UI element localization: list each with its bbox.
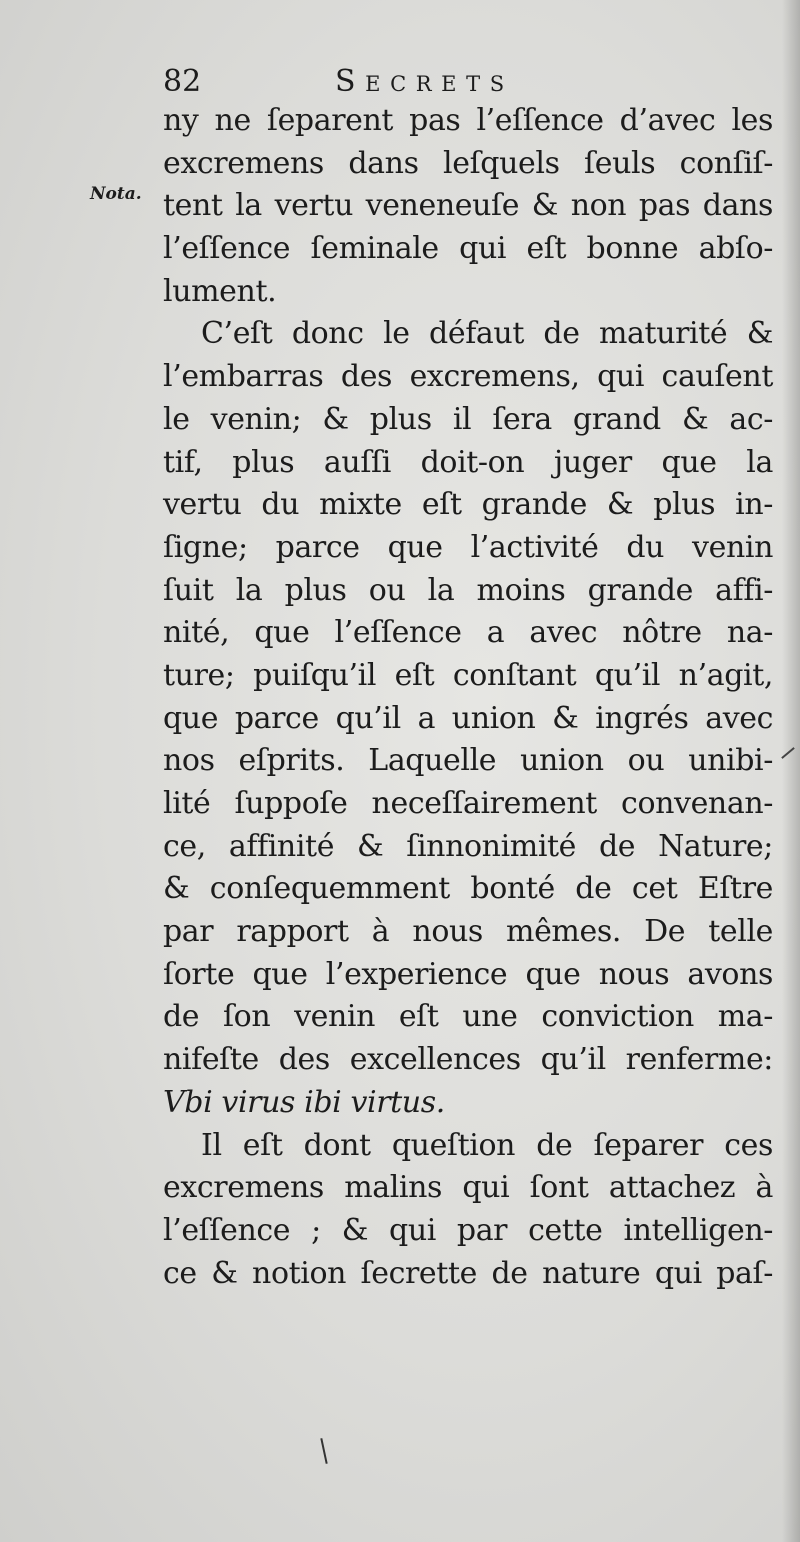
ink-mark (320, 1438, 327, 1464)
text-line: tent la vertu veneneuſe & non pas dans (163, 188, 773, 224)
text-line: ny ne ſeparent pas l’eſſence d’avec les (163, 103, 773, 138)
text-line: l’embarras des excremens, qui cauſent (163, 359, 773, 395)
latin-maxim: Vbi virus ibi virtus. (163, 1084, 445, 1120)
paragraph-start-line: C’eſt donc le défaut de maturité & (201, 316, 773, 352)
text-line: lité ſuppoſe neceſſairement convenan- (163, 786, 773, 821)
text-line: lument. (163, 273, 277, 309)
text-line: excremens malins qui ſont attachez à (163, 1170, 773, 1206)
text-line: par rapport à nous mêmes. De telle (163, 914, 773, 950)
text-line: vertu du mixte eſt grande & plus in- (163, 487, 773, 523)
text-line: nifeſte des excellences qu’il renferme: (163, 1042, 773, 1078)
text-line: ſigne; parce que l’activité du venin (163, 529, 773, 565)
text-line: nos eſprits. Laquelle union ou unibi- (163, 743, 773, 779)
text-line: le venin; & plus il ſera grand & ac- (163, 401, 773, 437)
page-number: 82 (163, 64, 202, 99)
text-line: que parce qu’il a union & ingrés avec (163, 700, 773, 736)
page-header (163, 62, 643, 102)
text-line: ce, affinité & ſinnonimité de Nature; (163, 828, 773, 864)
text-line: l’eſſence ſeminale qui eſt bonne abſo- (163, 231, 773, 267)
text-line: de ſon venin eſt une conviction ma- (163, 999, 773, 1035)
text-line: ſorte que l’experience que nous avons (163, 956, 773, 992)
text-line: nité, que l’eſſence a avec nôtre na- (163, 615, 773, 651)
body-text (163, 100, 773, 1295)
text-line: & conſequemment bonté de cet Eſtre (163, 871, 773, 907)
margin-note: Nota. (90, 184, 142, 204)
text-line: ſuit la plus ou la moins grande affi- (163, 572, 773, 608)
text-line: ce & notion ſecrette de nature qui paſ- (163, 1255, 773, 1291)
page-edge-shadow (782, 0, 800, 1542)
text-line: ture; puiſqu’il eſt conſtant qu’il n’agit, (163, 657, 773, 693)
running-title: Secrets (335, 64, 514, 99)
paragraph-start-line: Il eſt dont queſtion de ſeparer ces (201, 1127, 773, 1163)
text-line: excremens dans leſquels ſeuls conſiſ- (163, 145, 773, 181)
text-line: l’eſſence ; & qui par cette intelligen- (163, 1212, 773, 1248)
text-line: tif, plus auſſi doit-on juger que la (163, 444, 773, 480)
